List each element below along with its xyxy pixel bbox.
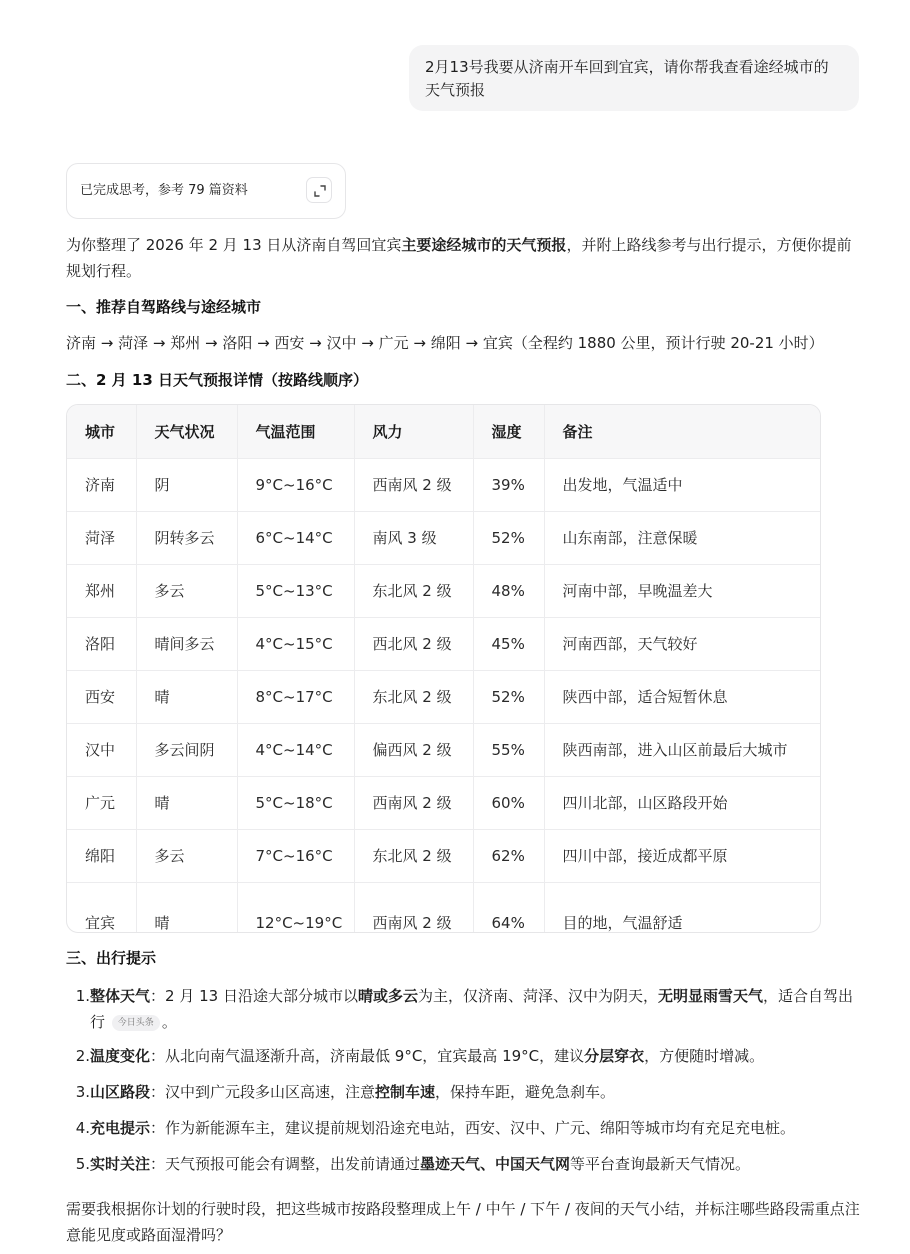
- tip-bold: 分层穿衣: [584, 1047, 645, 1065]
- cell-note: 四川中部，接近成都平原: [544, 829, 820, 882]
- cell-note: 山东南部，注意保暖: [544, 511, 820, 564]
- cell-note: 陕西中部，适合短暂休息: [544, 670, 820, 723]
- table-header-row: [67, 405, 820, 458]
- list-item: [66, 983, 861, 1035]
- list-number: 5.: [75, 1155, 90, 1173]
- cell-humidity: 55%: [473, 723, 544, 776]
- cell-humidity: 52%: [473, 670, 544, 723]
- header-city: 城市: [67, 405, 136, 458]
- cell-temp: 6°C~14°C: [237, 511, 354, 564]
- header-wind: 风力: [354, 405, 473, 458]
- cell-temp: 9°C~16°C: [237, 458, 354, 511]
- cell-humidity: 64%: [473, 882, 544, 933]
- tip-text: 为主，仅济南、菏泽、汉中为阴天，: [417, 987, 658, 1005]
- tip-text: ，方便随时增减。: [644, 1047, 765, 1065]
- cell-wind: 东北风 2 级: [354, 564, 473, 617]
- cell-temp: 12°C~19°C: [237, 882, 354, 933]
- thinking-summary[interactable]: [66, 163, 346, 219]
- intro-bold: 主要途经城市的天气预报: [401, 236, 567, 254]
- list-item: [66, 1079, 861, 1105]
- weather-table: [66, 404, 821, 933]
- cell-city: 汉中: [67, 723, 136, 776]
- table-row: [67, 882, 820, 933]
- tip-text: 等平台查询最新天气情况。: [570, 1155, 751, 1173]
- cell-note: 四川北部，山区路段开始: [544, 776, 820, 829]
- cell-city: 菏泽: [67, 511, 136, 564]
- section3-heading: 三、出行提示: [66, 949, 157, 967]
- list-item: [66, 1043, 861, 1069]
- tip-title: 山区路段: [90, 1083, 151, 1101]
- cell-temp: 8°C~17°C: [237, 670, 354, 723]
- header-humidity: 湿度: [473, 405, 544, 458]
- cell-weather: 晴: [136, 670, 237, 723]
- expand-button[interactable]: [306, 177, 332, 203]
- cell-temp: 5°C~13°C: [237, 564, 354, 617]
- cell-city: 洛阳: [67, 617, 136, 670]
- tip-bold: 晴或多云: [357, 987, 418, 1005]
- list-number: 3.: [75, 1083, 90, 1101]
- section2-heading: 二、2 月 13 日天气预报详情（按路线顺序）: [66, 371, 368, 389]
- cell-wind: 南风 3 级: [354, 511, 473, 564]
- tip-text: ：作为新能源车主，建议提前规划沿途充电站，西安、汉中、广元、绵阳等城市均有充足充电桩。: [150, 1119, 796, 1137]
- list-number: 1.: [75, 987, 90, 1005]
- cell-wind: 偏西风 2 级: [354, 723, 473, 776]
- list-item: [66, 1115, 861, 1141]
- tip-bold: 墨迹天气、中国天气网: [420, 1155, 571, 1173]
- tip-title: 整体天气: [90, 987, 151, 1005]
- tip-title: 实时关注: [90, 1155, 151, 1173]
- cell-humidity: 62%: [473, 829, 544, 882]
- table-row: [67, 776, 820, 829]
- cell-weather: 多云: [136, 564, 237, 617]
- cell-humidity: 48%: [473, 564, 544, 617]
- cell-city: 宜宾: [67, 882, 136, 933]
- cell-wind: 西北风 2 级: [354, 617, 473, 670]
- cell-temp: 4°C~14°C: [237, 723, 354, 776]
- tip-text: ：2 月 13 日沿途大部分城市以: [150, 987, 358, 1005]
- cell-humidity: 60%: [473, 776, 544, 829]
- cell-weather: 多云间阴: [136, 723, 237, 776]
- table-row: [67, 829, 820, 882]
- tip-title: 充电提示: [90, 1119, 151, 1137]
- cell-wind: 西南风 2 级: [354, 882, 473, 933]
- cell-note: 河南西部，天气较好: [544, 617, 820, 670]
- table-row: [67, 723, 820, 776]
- user-message-bubble: [409, 45, 859, 111]
- cell-city: 郑州: [67, 564, 136, 617]
- tip-text: ：从北向南气温逐渐升高，济南最低 9°C，宜宾最高 19°C，建议: [150, 1047, 585, 1065]
- cell-city: 广元: [67, 776, 136, 829]
- table-row: [67, 564, 820, 617]
- cell-weather: 阴: [136, 458, 237, 511]
- cell-weather: 晴: [136, 776, 237, 829]
- tip-text: ，适合自驾出行: [90, 987, 854, 1031]
- closing-paragraph: 需要我根据你计划的行驶时段，把这些城市按路段整理成上午 / 中午 / 下午 / 夜间的天气小结，并标注哪些路段需重点注意能见度或路面湿滑吗？: [66, 1200, 860, 1244]
- list-number: 4.: [75, 1119, 90, 1137]
- cell-note: 陕西南部，进入山区前最后大城市: [544, 723, 820, 776]
- list-item: [66, 1151, 861, 1177]
- tip-text: 。: [161, 1013, 177, 1031]
- tip-bold: 控制车速: [375, 1083, 436, 1101]
- tip-text: ：天气预报可能会有调整，出发前请通过: [150, 1155, 421, 1173]
- thinking-label: 已完成思考，参考 79 篇资料: [80, 183, 248, 198]
- header-note: 备注: [544, 405, 820, 458]
- cell-weather: 晴间多云: [136, 617, 237, 670]
- cell-temp: 7°C~16°C: [237, 829, 354, 882]
- cell-humidity: 45%: [473, 617, 544, 670]
- table-row: [67, 458, 820, 511]
- tip-text: ，保持车距，避免急刹车。: [435, 1083, 616, 1101]
- tip-bold: 无明显雨雪天气: [657, 987, 763, 1005]
- section1-heading: 一、推荐自驾路线与途经城市: [66, 298, 262, 316]
- cell-wind: 西南风 2 级: [354, 458, 473, 511]
- cell-wind: 东北风 2 级: [354, 829, 473, 882]
- cell-wind: 西南风 2 级: [354, 776, 473, 829]
- source-tag[interactable]: 今日头条: [112, 1015, 160, 1031]
- table-row: [67, 670, 820, 723]
- cell-note: 河南中部，早晚温差大: [544, 564, 820, 617]
- cell-humidity: 39%: [473, 458, 544, 511]
- intro-paragraph: [66, 232, 861, 284]
- cell-temp: 5°C~18°C: [237, 776, 354, 829]
- user-message-text: 2月13号我要从济南开车回到宜宾，请你帮我查看途经城市的天气预报: [425, 58, 829, 99]
- cell-weather: 晴: [136, 882, 237, 933]
- cell-humidity: 52%: [473, 511, 544, 564]
- expand-icon: [313, 184, 327, 198]
- intro-text: 为你整理了 2026 年 2 月 13 日从济南自驾回宜宾: [66, 236, 402, 254]
- cell-wind: 东北风 2 级: [354, 670, 473, 723]
- cell-note: 出发地，气温适中: [544, 458, 820, 511]
- table-row: [67, 617, 820, 670]
- intro-text-end: ，并附上路线参考与出行提示，方便你提前规划行程。: [66, 236, 852, 280]
- cell-weather: 阴转多云: [136, 511, 237, 564]
- tip-text: ：汉中到广元段多山区高速，注意: [150, 1083, 376, 1101]
- cell-weather: 多云: [136, 829, 237, 882]
- header-weather: 天气状况: [136, 405, 237, 458]
- cell-city: 绵阳: [67, 829, 136, 882]
- cell-city: 西安: [67, 670, 136, 723]
- list-number: 2.: [75, 1047, 90, 1065]
- route-text: 济南 → 菏泽 → 郑州 → 洛阳 → 西安 → 汉中 → 广元 → 绵阳 → 宜宾（全程约 1880 公里，预计行驶 20-21 小时）: [66, 334, 824, 352]
- header-temp: 气温范围: [237, 405, 354, 458]
- table-row: [67, 511, 820, 564]
- cell-note: 目的地，气温舒适: [544, 882, 820, 933]
- tip-title: 温度变化: [90, 1047, 151, 1065]
- cell-temp: 4°C~15°C: [237, 617, 354, 670]
- cell-city: 济南: [67, 458, 136, 511]
